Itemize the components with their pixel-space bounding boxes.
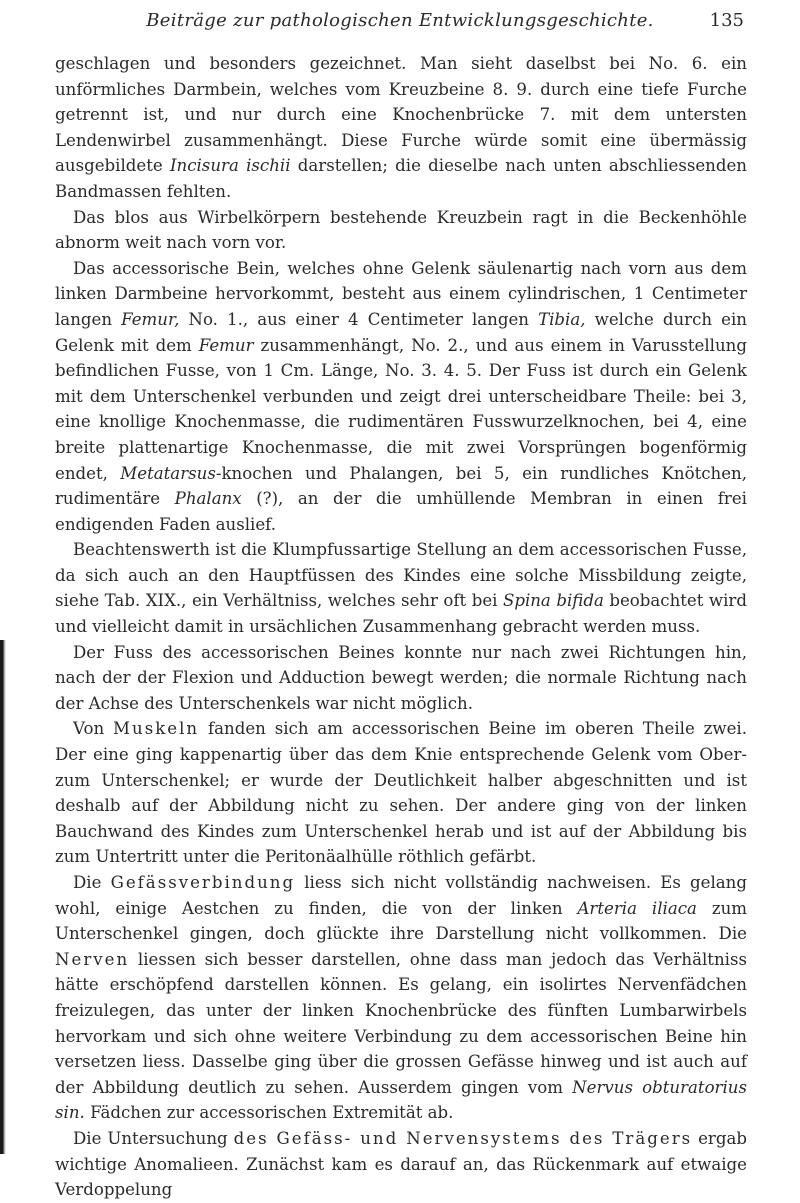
text-run: No. 1., aus einer 4 Centimeter langen bbox=[179, 309, 539, 329]
text-run: liessen sich besser darstellen, ohne dass man jedoch das Verhältniss hätte erschöpfend darstellen können. Es gelang, ein isolirtes Nervenfädchen freizulegen, das unter der linken Knochenbrücke des fünften Lumbarwirbels hervorkam und sich ohne weitere Verbindung zu dem accessorischen Beine hin versetzen liess. Dasselbe ging über die grossen Gefässe hinweg und ist auch auf der Abbildung deutlich zu sehen. Ausserdem gingen vom bbox=[55, 949, 747, 1097]
text-run: Die Untersuchung bbox=[73, 1128, 234, 1148]
text-run: zum Unterschenkel gingen, doch glückte ihre Darstellung nicht vollkommen. Die bbox=[55, 898, 747, 944]
text-run: darstellen; die dieselbe nach unten abschliessenden Bandmassen fehlten. bbox=[55, 156, 747, 201]
text-run: welche durch ein Gelenk mit dem bbox=[55, 309, 747, 355]
paragraph bbox=[55, 870, 747, 1126]
paragraph bbox=[55, 537, 747, 639]
page-number: 135 bbox=[709, 10, 744, 31]
italic-term: Metatarsus bbox=[120, 463, 216, 483]
text-run: zusammenhängt, No. 2., und aus einem in Varusstellung befindlichen Fusse, von 1 Cm. Länge, No. 3. 4. 5. Der Fuss ist durch ein Gelenk mit dem Unterschenkel verbunden und zeigt drei unterscheidbare Theile: bei 3, eine knollige Knochenmasse, die rudimentären Fusswurzelknochen, bei 4, eine breite plattenartige Knochenmasse, die mit zwei Vorsprüngen bogenförmig endet, bbox=[55, 335, 747, 483]
running-title: Beiträge zur pathologischen Entwicklungsgeschichte. bbox=[146, 10, 654, 31]
italic-term: Spina bifida bbox=[502, 591, 604, 611]
italic-term: Arteria iliaca bbox=[577, 898, 697, 918]
italic-term: Tibia, bbox=[538, 309, 586, 329]
text-run: Fädchen zur accessorischen Extremität ab. bbox=[84, 1103, 454, 1123]
text-run: fanden sich am accessorischen Beine im oberen Theile zwei. Der eine ging kappenartig über das dem Knie entsprechende Gelenk vom Ober- zum Unterschenkel; er wurde der Deutlichkeit halber abgeschnitten und ist deshalb auf der Abbildung nicht zu sehen. Der andere ging von der linken Bauchwand des Kindes zum Unterschenkel herab und ist auf der Abbildung bis zum Untertritt unter die Peritonäalhülle röthlich gefärbt. bbox=[55, 719, 747, 867]
text-run: (?), an der die umhüllende Membran in einen frei endigenden Faden auslief. bbox=[55, 489, 747, 534]
text-run: Der Fuss des accessorischen Beines konnte nur nach zwei Richtungen hin, nach der der Flexion und Adduction bewegt werden; die normale Richtung nach der Achse des Unterschenkels war nicht möglich. bbox=[55, 642, 747, 713]
spaced-emphasis: Muskeln bbox=[113, 719, 200, 739]
text-run: beobachtet wird und vielleicht damit in ursächlichen Zusammenhang gebracht werden muss. bbox=[55, 591, 747, 637]
scan-binding-shadow bbox=[0, 640, 6, 1154]
italic-term: Incisura ischii bbox=[169, 156, 291, 176]
text-run: Von bbox=[73, 719, 114, 739]
running-header bbox=[0, 10, 800, 38]
text-run: liess sich nicht vollständig nachweisen. Es gelang wohl, einige Aestchen zu finden, die von der linken bbox=[55, 873, 747, 918]
italic-term: Phalanx bbox=[174, 489, 242, 509]
paragraph bbox=[55, 640, 747, 717]
italic-term: Femur, bbox=[121, 309, 180, 329]
text-run: Das accessorische Bein, welches ohne Gelenk säulenartig nach vorn aus dem linken Darmbeine hervorkommt, besteht aus einem cylindrischen, 1 Centimeter langen bbox=[55, 258, 747, 329]
paragraph bbox=[55, 51, 747, 205]
paragraph bbox=[55, 256, 747, 538]
paragraph bbox=[55, 716, 747, 870]
italic-term: Femur bbox=[198, 335, 254, 355]
text-run: ergab wichtige Anomalieen. Zunächst kam es darauf an, das Rückenmark auf etwaige Verdoppelung bbox=[55, 1128, 747, 1200]
paragraph bbox=[55, 205, 747, 256]
text-run: Beachtenswerth ist die Klumpfussartige Stellung an dem accessorischen Fusse, da sich auch an den Hauptfüssen des Kindes eine solche Missbildung zeigte, siehe Tab. XIX., ein Verhältniss, welches sehr oft bei bbox=[55, 540, 747, 611]
text-run: Das blos aus Wirbelkörpern bestehende Kreuzbein ragt in die Beckenhöhle abnorm weit nach vorn vor. bbox=[55, 207, 747, 253]
spaced-emphasis: Gefässverbindung bbox=[110, 873, 296, 892]
spaced-emphasis: des Gefäss- und Nervensystems des Trägers bbox=[233, 1128, 693, 1148]
paragraph bbox=[55, 1126, 747, 1203]
spaced-emphasis: Nerven bbox=[55, 949, 130, 969]
italic-term: Nervus obturatorius sin. bbox=[55, 1077, 747, 1123]
text-run: geschlagen und besonders gezeichnet. Man sieht daselbst bei No. 6. ein unförmliches Darmbein, welches vom Kreuzbeine 8. 9. durch eine tiefe Furche getrennt ist, und nur durch eine Knochenbrücke 7. mit dem untersten Lendenwirbel zusammenhängt. Diese Furche würde somit eine übermässig ausgebildete bbox=[55, 54, 747, 176]
text-run: Die bbox=[73, 873, 111, 892]
text-run: -knochen und Phalangen, bei 5, ein rundliches Knötchen, rudimentäre bbox=[55, 463, 748, 509]
body-text bbox=[55, 51, 747, 1203]
